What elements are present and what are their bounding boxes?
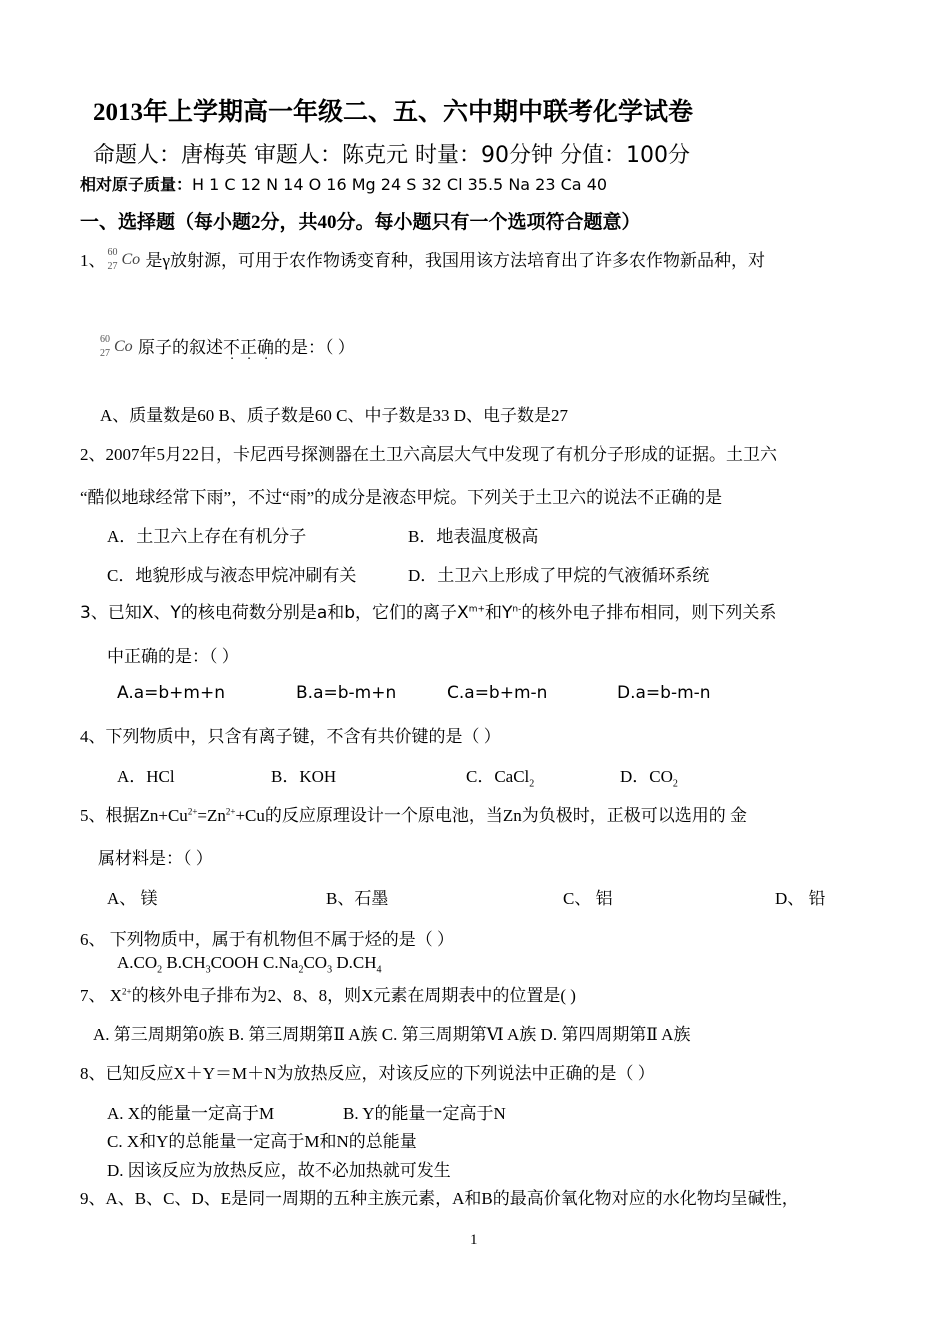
question-9-line-1: 9、A、B、C、D、E是同一周期的五种主族元素，A和B的最高价氧化物对应的水化物均呈碱性， <box>80 1189 799 1208</box>
question-4-option-a: A．HCl <box>117 767 175 786</box>
question-4-option-b: B．KOH <box>271 767 337 786</box>
question-4-option-d: D．$CO_2$ <box>620 767 678 790</box>
question-3-option-b: B.a=b-m+n <box>296 683 397 703</box>
question-8-stem: 8、已知反应X＋Y＝M＋N为放热反应，对该反应的下列说法中正确的是（ ） <box>80 1064 655 1083</box>
page-number: 1 <box>470 1232 478 1248</box>
question-3-line-1: 3、已知X、Y的核电荷数分别是a和b，它们的离子$X^{m+}$和$Y^{n-}$的核外电子排布相同，则下列关系 <box>80 603 777 623</box>
question-2-line-1: 2、2007年5月22日，卡尼西号探测器在土卫六高层大气中发现了有机分子形成的证据。土卫六 <box>80 445 777 464</box>
exam-title: 2013年上学期高一年级二、五、六中期中联考化学试卷 <box>93 99 694 126</box>
question-3-line-2: 中正确的是：（ ） <box>107 647 239 666</box>
question-1-number: 1、 <box>80 251 106 270</box>
question-5-option-c: C、 铝 <box>563 889 613 908</box>
question-2-option-b: B．地表温度极高 <box>408 527 539 546</box>
question-5-option-a: A、 镁 <box>107 889 158 908</box>
question-3-option-d: D.a=b-m-n <box>617 683 711 703</box>
question-1-line-2: 60 27 Co 原子的叙述不正确的是：（ ） <box>98 333 355 362</box>
question-6-options: $A.CO_2$ $B.CH_3COOH$ $C.Na_2CO_3$ $D.CH_4$ <box>117 953 382 976</box>
question-8-option-b: B. Y的能量一定高于N <box>343 1104 506 1123</box>
question-1-options: A、质量数是60 B、质子数是60 C、中子数是33 D、电子数是27 <box>100 406 568 425</box>
question-1-text-2a: 原子的叙述 <box>138 338 223 357</box>
exam-authors-line: 命题人：唐梅英 审题人：陈克元 时量：90分钟 分值：100分 <box>93 143 690 168</box>
question-3-option-a: A.a=b+m+n <box>117 683 226 703</box>
question-6-stem: 6、 下列物质中，属于有机物但不属于烃的是（ ） <box>80 930 454 949</box>
isotope-co60: 60 27 Co <box>100 334 133 360</box>
question-5-line-2: 属材料是：（ ） <box>98 849 213 868</box>
question-1-text-2b: 的是：（ ） <box>274 338 355 357</box>
question-2-line-2: “酷似地球经常下雨”，不过“雨”的成分是液态甲烷。下列关于土卫六的说法不正确的是 <box>80 488 723 507</box>
atomic-masses-values: H 1 C 12 N 14 O 16 Mg 24 S 32 Cl 35.5 Na 23 Ca 40 <box>192 175 608 194</box>
question-2-option-d: D．土卫六上形成了甲烷的气液循环系统 <box>408 566 710 585</box>
question-1-text: 是γ放射源，可用于农作物诱变育种，我国用该方法培育出了许多农作物新品种，对 <box>145 251 766 270</box>
question-1-line-1 <box>80 246 765 275</box>
question-2-option-a: A．土卫六上存在有机分子 <box>107 527 307 546</box>
question-4-option-c: C．CaCl$_2$ <box>466 767 535 790</box>
question-7-options: A. 第三周期第0族 B. 第三周期第Ⅱ A族 C. 第三周期第Ⅵ A族 D. 第四周期第Ⅱ A族 <box>93 1025 691 1044</box>
question-2-option-c: C．地貌形成与液态甲烷冲刷有关 <box>107 566 357 585</box>
question-5-option-b: B、石墨 <box>326 889 389 908</box>
atomic-masses <box>80 172 607 195</box>
question-3-option-c: C.a=b+m-n <box>447 683 548 703</box>
section-heading: 一、选择题（每小题2分，共40分。每小题只有一个选项符合题意） <box>80 212 641 233</box>
question-5-option-d: D、 铅 <box>775 889 826 908</box>
question-7-stem: 7、 $X^{2+}$的核外电子排布为2、8、8，则X元素在周期表中的位置是( ) <box>80 986 576 1005</box>
question-8-option-d: D. 因该反应为放热反应，故不必加热就可发生 <box>107 1161 451 1180</box>
question-8-option-a: A. X的能量一定高于M <box>107 1104 275 1123</box>
isotope-co60: 60 27 Co <box>107 247 141 273</box>
atomic-masses-label: 相对原子质量： <box>80 175 193 194</box>
question-5-line-1: 5、根据$Zn+Cu^{2+}=Zn^{2+}+Cu$的反应原理设计一个原电池，当Zn为负极时，正极可以选用的 金 <box>80 806 748 825</box>
question-8-option-c: C. X和Y的总能量一定高于M和N的总能量 <box>107 1132 417 1151</box>
question-4-stem: 4、下列物质中，只含有离子键，不含有共价键的是（ ） <box>80 727 501 746</box>
